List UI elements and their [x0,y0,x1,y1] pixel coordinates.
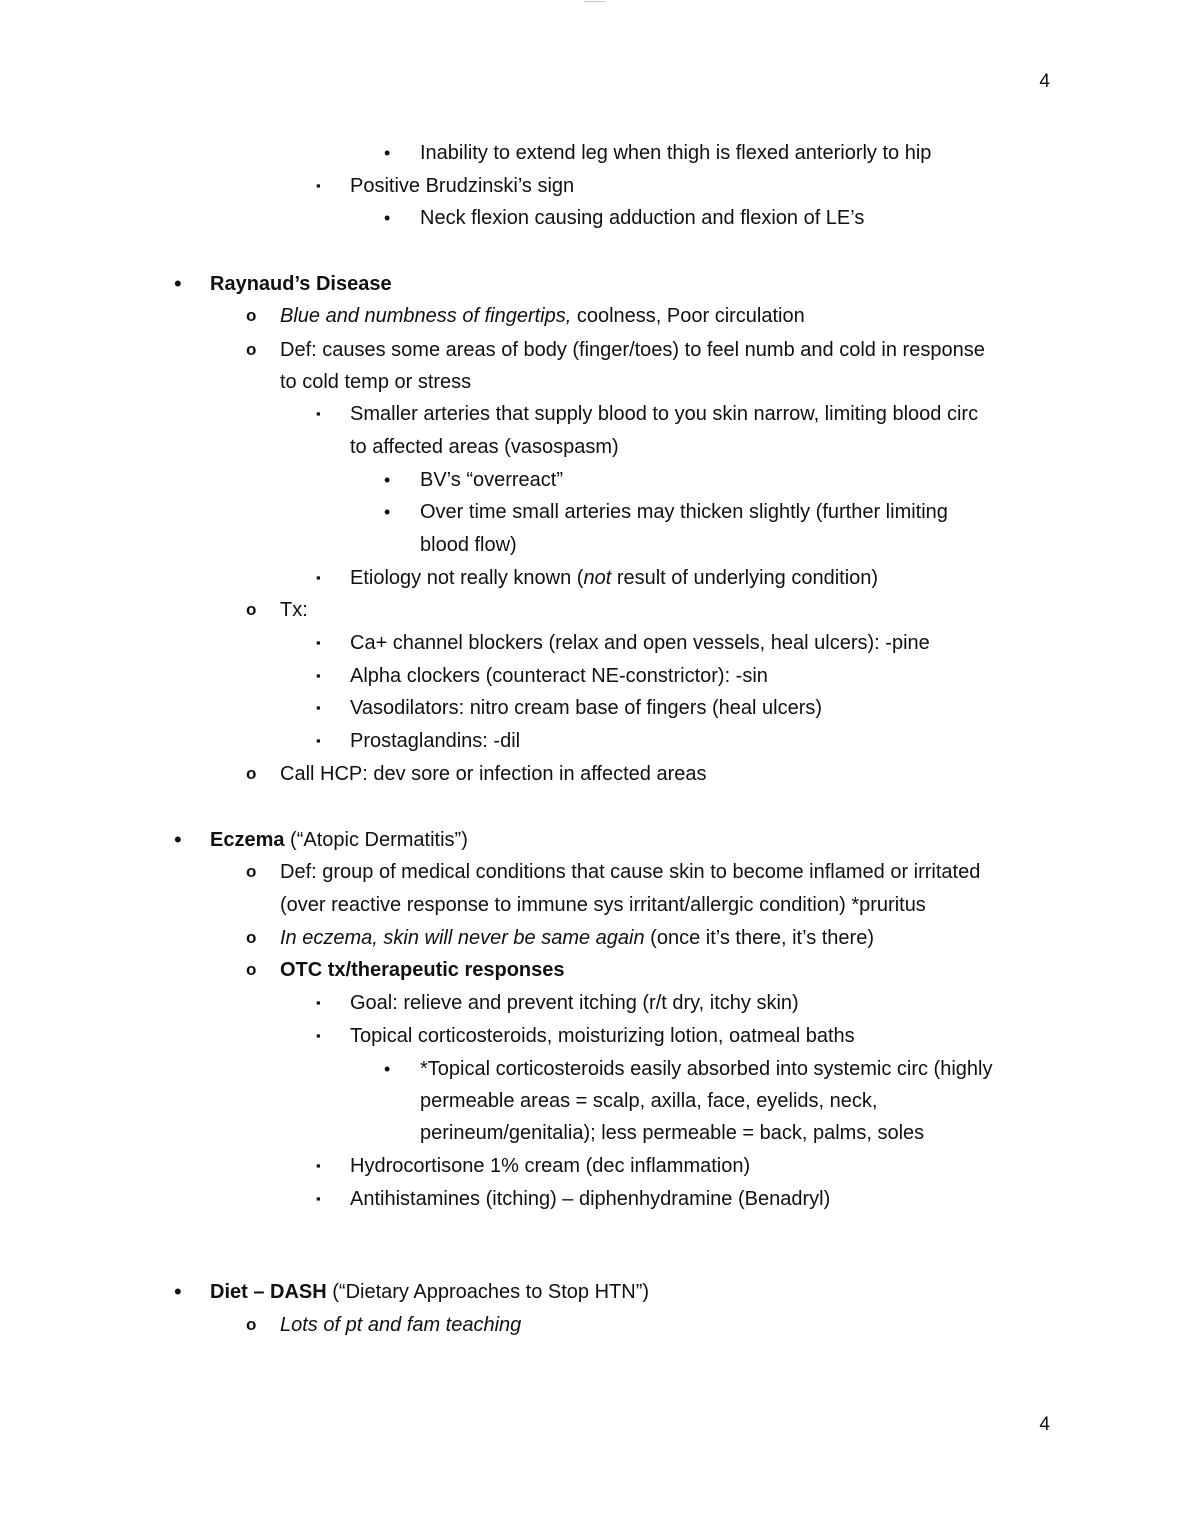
raynauds-tx-item: Prostaglandins: -dil [350,730,521,752]
page-number-top: 4 [1039,71,1050,92]
bullet-l2: o [246,960,257,979]
bullet-l4: • [384,143,391,163]
raynauds-tx-item: Ca+ channel blockers (relax and open vessels, heal ulcers): -pine [350,632,930,654]
raynauds-def: Def: causes some areas of body (finger/toes) to feel numb and cold in response [280,339,985,361]
eczema-def-cont: (over reactive response to immune sys irritant/allergic condition) *pruritus [280,894,926,916]
eczema-goal: Goal: relieve and prevent itching (r/t dry, itchy skin) [350,992,799,1014]
bullet-l4: • [384,502,391,522]
bullet-l1: • [174,271,182,296]
raynauds-tx-item: Vasodilators: nitro cream base of fingers (heal ulcers) [350,697,823,719]
bullet-l2: o [246,928,257,947]
raynauds-call: Call HCP: dev sore or infection in affected areas [280,763,707,785]
eczema-note-cont: permeable areas = scalp, axilla, face, eyelids, neck, [420,1090,878,1112]
bullet-l4: • [384,470,391,490]
raynauds-tx-label: Tx: [280,599,308,621]
eczema-topical: Topical corticosteroids, moisturizing lotion, oatmeal baths [350,1025,855,1047]
raynauds-thicken-cont: blood flow) [420,534,517,556]
raynauds-bv: BV’s “overreact” [420,469,564,491]
section-title-diet: Diet – DASH (“Dietary Approaches to Stop HTN”) [210,1281,650,1303]
raynauds-arteries: Smaller arteries that supply blood to you skin narrow, limiting blood circ [350,403,979,425]
eczema-note: *Topical corticosteroids easily absorbed into systemic circ (highly [420,1058,993,1080]
bullet-l4: • [384,1059,391,1079]
bullet-l1: • [174,827,182,852]
raynauds-symptoms: Blue and numbness of fingertips, coolness, Poor circulation [280,305,805,327]
carryover-item: Inability to extend leg when thigh is flexed anteriorly to hip [420,142,932,164]
bullet-l3: ▪ [316,1028,321,1043]
bullet-l3: ▪ [316,406,321,421]
raynauds-tx-item: Alpha clockers (counteract NE-constrictor): -sin [350,665,768,687]
raynauds-etiology: Etiology not really known (not result of underlying condition) [350,567,879,589]
bullet-l3: ▪ [316,178,321,193]
bullet-l2: o [246,764,257,783]
bullet-l3: ▪ [316,1158,321,1173]
raynauds-def-cont: to cold temp or stress [280,371,472,393]
bullet-l2: o [246,1315,257,1334]
bullet-l3: ▪ [316,995,321,1010]
eczema-antihist: Antihistamines (itching) – diphenhydramine (Benadryl) [350,1188,831,1210]
bullet-l2: o [246,306,257,325]
header-mark [584,0,606,3]
eczema-hydro: Hydrocortisone 1% cream (dec inflammation) [350,1155,751,1177]
bullet-l3: ▪ [316,570,321,585]
eczema-def: Def: group of medical conditions that cause skin to become inflamed or irritated [280,861,981,883]
section-title-raynauds: Raynaud’s Disease [210,273,392,295]
bullet-l2: o [246,340,257,359]
diet-teaching: Lots of pt and fam teaching [280,1314,522,1336]
raynauds-thicken: Over time small arteries may thicken slightly (further limiting [420,501,948,523]
bullet-l3: ▪ [316,1191,321,1206]
bullet-l2: o [246,862,257,881]
bullet-l3: ▪ [316,733,321,748]
eczema-otc-title: OTC tx/therapeutic responses [280,959,565,981]
bullet-l1: • [174,1279,182,1304]
section-title-eczema: Eczema (“Atopic Dermatitis”) [210,829,468,851]
raynauds-arteries-cont: to affected areas (vasospasm) [350,436,619,458]
page-number-bottom: 4 [1039,1414,1050,1435]
carryover-item: Neck flexion causing adduction and flexion of LE’s [420,207,865,229]
bullet-l3: ▪ [316,700,321,715]
eczema-note-cont: perineum/genitalia); less permeable = back, palms, soles [420,1122,925,1144]
bullet-l3: ▪ [316,668,321,683]
bullet-l2: o [246,600,257,619]
carryover-item: Positive Brudzinski’s sign [350,175,575,197]
bullet-l3: ▪ [316,635,321,650]
bullet-l4: • [384,208,391,228]
eczema-never: In eczema, skin will never be same again (once it’s there, it’s there) [280,927,874,949]
